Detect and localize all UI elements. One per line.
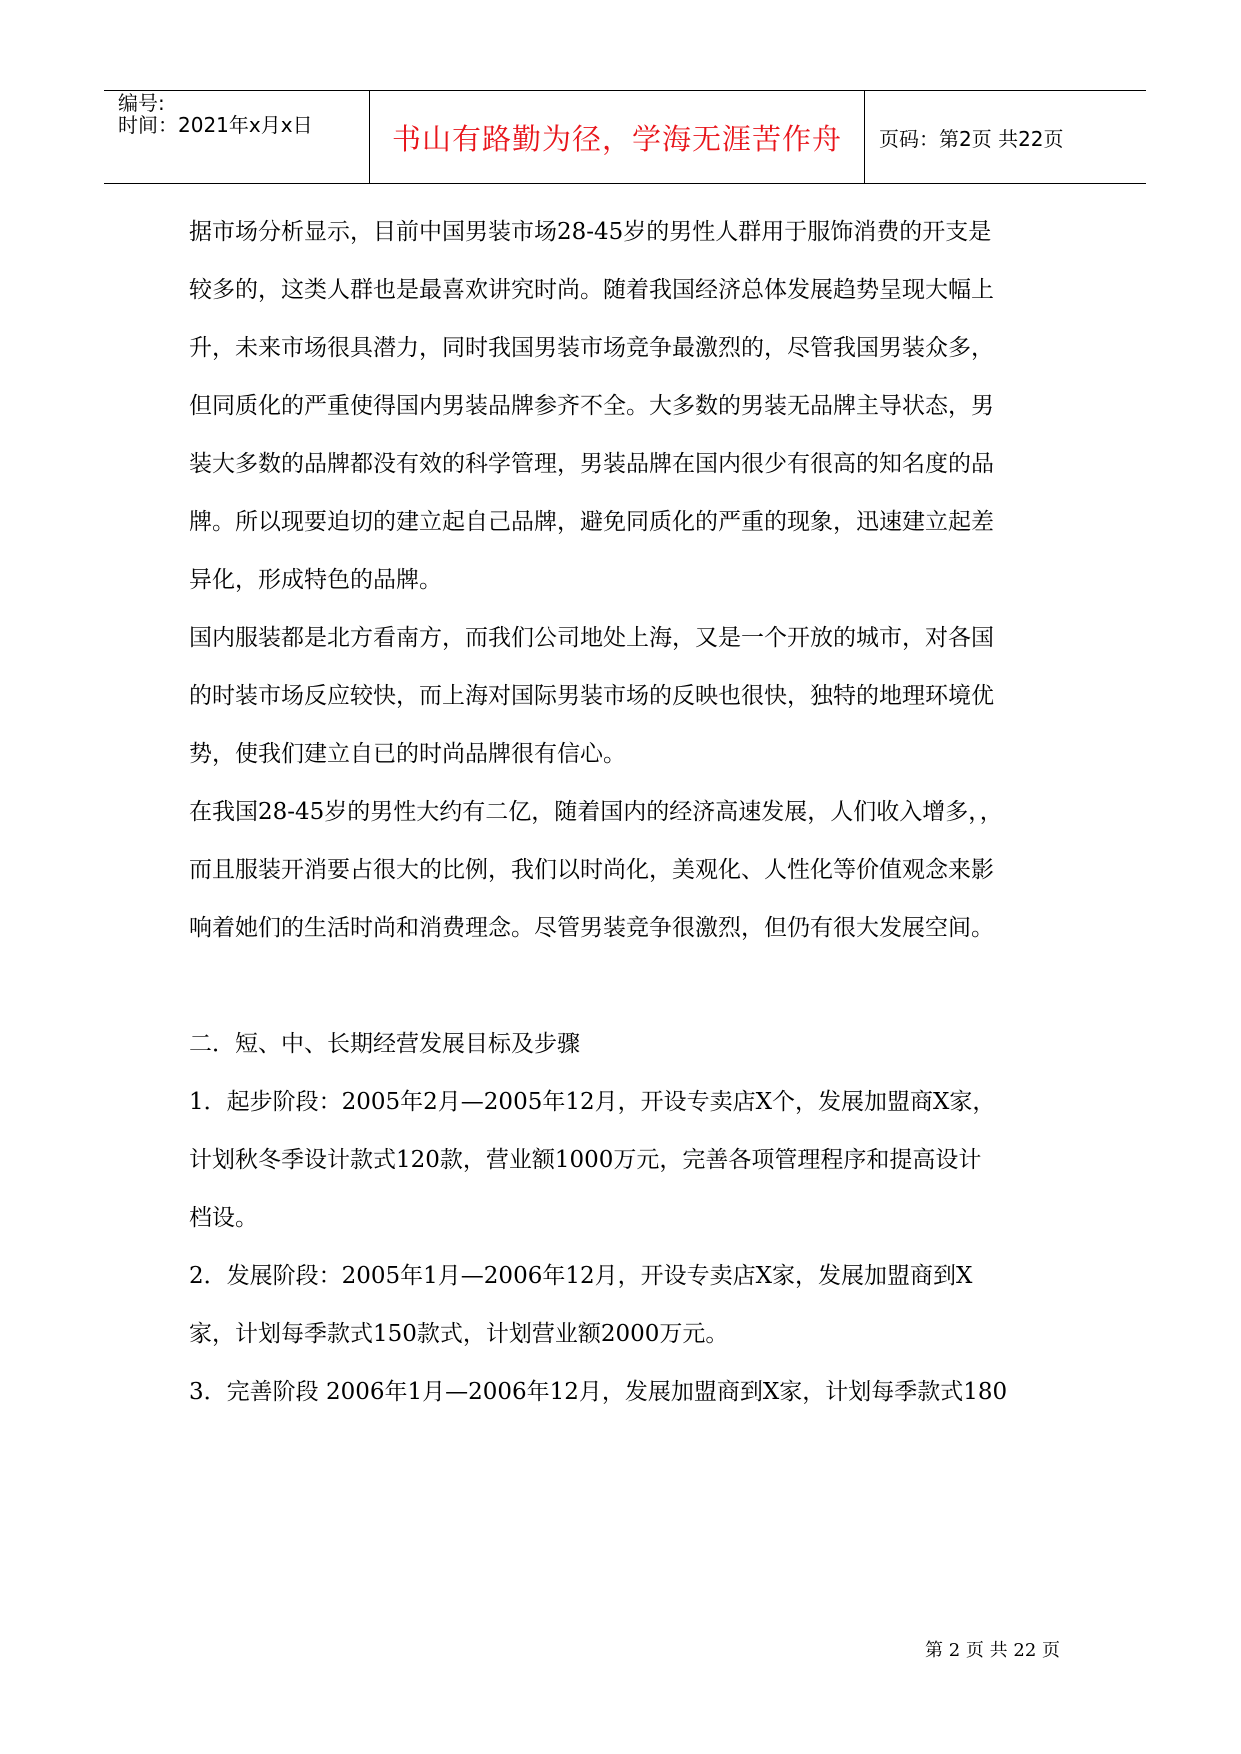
header-motto-cell (370, 91, 865, 183)
text-line: 势，使我们建立自已的时尚品牌很有信心。 (189, 741, 626, 767)
text-line: 2．发展阶段：2005年1月—2006年12月，开设专卖店X家，发展加盟商到X (189, 1263, 973, 1289)
text-line: 据市场分析显示，目前中国男装市场28-45岁的男性人群用于服饰消费的开支是 (189, 219, 992, 245)
document-time-label: 时间：2021年x月x日 (118, 113, 313, 137)
header-page-info: 页码：第2页 共22页 (879, 126, 1064, 151)
text-line: 在我国28-45岁的男性大约有二亿，随着国内的经济高速发展，人们收入增多，， (189, 799, 1003, 825)
text-line: 家，计划每季款式150款式，计划营业额2000万元。 (189, 1321, 729, 1347)
text-line: 较多的，这类人群也是最喜欢讲究时尚。随着我国经济总体发展趋势呈现大幅上 (189, 277, 994, 303)
text-line: 装大多数的品牌都没有效的科学管理，男装品牌在国内很少有很高的知名度的品 (189, 451, 994, 477)
text-line: 异化，形成特色的品牌。 (189, 567, 442, 593)
text-line: 1．起步阶段：2005年2月—2005年12月，开设专卖店X个，发展加盟商X家， (189, 1089, 996, 1115)
text-line: 国内服装都是北方看南方，而我们公司地处上海，又是一个开放的城市，对各国 (189, 625, 994, 651)
text-line: 升，未来市场很具潜力，同时我国男装市场竞争最激烈的，尽管我国男装众多， (189, 335, 994, 361)
page-footer: 第 2 页 共 22 页 (925, 1640, 1060, 1661)
header-meta-cell (104, 91, 370, 183)
document-number-label: 编号: (118, 91, 165, 115)
text-line: 计划秋冬季设计款式120款，营业额1000万元，完善各项管理程序和提高设计 (189, 1147, 982, 1173)
header-motto: 书山有路勤为径，学海无涯苦作舟 (391, 121, 842, 156)
header-page-cell (865, 91, 1146, 183)
text-line: 的时装市场反应较快，而上海对国际男装市场的反映也很快，独特的地理环境优 (189, 683, 994, 709)
text-line: 牌。所以现要迫切的建立起自己品牌，避免同质化的严重的现象，迅速建立起差 (189, 509, 994, 535)
section-heading: 二．短、中、长期经营发展目标及步骤 (189, 1031, 580, 1057)
page-header (104, 90, 1146, 184)
text-line: 3．完善阶段 2006年1月—2006年12月，发展加盟商到X家，计划每季款式180 (189, 1379, 1008, 1405)
text-line: 响着她们的生活时尚和消费理念。尽管男装竞争很激烈，但仍有很大发展空间。 (189, 915, 994, 941)
text-line: 而且服装开消要占很大的比例，我们以时尚化，美观化、人性化等价值观念来影 (189, 857, 994, 883)
text-line: 但同质化的严重使得国内男装品牌参齐不全。大多数的男装无品牌主导状态，男 (189, 393, 994, 419)
text-line: 档设。 (189, 1205, 258, 1231)
